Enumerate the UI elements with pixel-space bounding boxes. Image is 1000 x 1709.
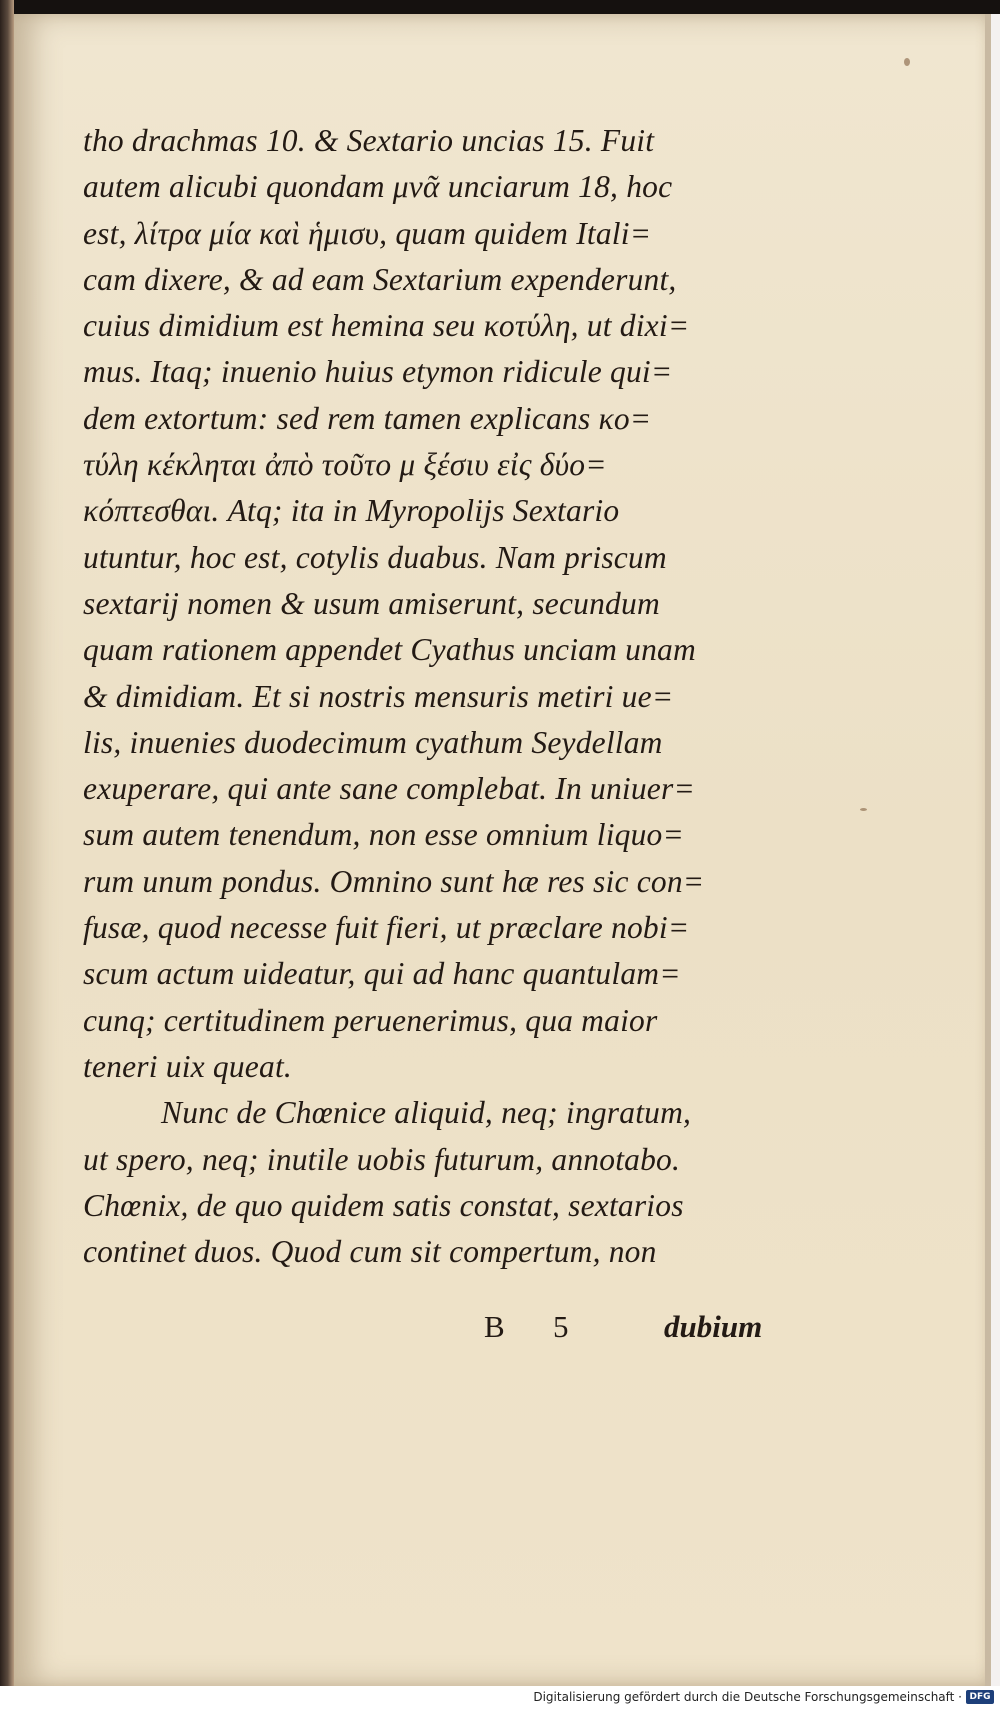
page-body-text [83, 118, 798, 1275]
text-line: τύλη κέκληται ἀπὸ τοῦτο μ ξέσιυ εἰς δύο= [83, 447, 607, 483]
signature-mark: B [484, 1309, 505, 1344]
text-line: rum unum pondus. Omnino sunt hæ res sic con= [83, 863, 705, 899]
text-line: ut spero, neq; inutile uobis futurum, annotabo. [83, 1141, 681, 1177]
paper-spot [860, 808, 867, 811]
text-line: Chœnix, de quo quidem satis constat, sextarios [83, 1187, 684, 1223]
text-line: continet duos. Quod cum sit compertum, non [83, 1234, 657, 1270]
text-line: cuius dimidium est hemina seu κοτύλη, ut dixi= [83, 308, 690, 344]
catchword: dubium [664, 1309, 763, 1344]
text-line: utuntur, hoc est, cotylis duabus. Nam priscum [83, 539, 667, 575]
text-line: & dimidiam. Et si nostris mensuris metiri ue= [83, 678, 674, 714]
text-line: cam dixere, & ad eam Sextarium expenderunt, [83, 261, 677, 297]
paper-spot [904, 58, 910, 66]
top-scan-edge [0, 0, 1000, 14]
text-line: scum actum uideatur, qui ad hanc quantulam= [83, 956, 681, 992]
text-line: mus. Itaq; inuenio huius etymon ridicule qui= [83, 354, 673, 390]
paragraph-first-line: Nunc de Chœnice aliquid, neq; ingratum, [161, 1095, 692, 1131]
text-line: lis, inuenies duodecimum cyathum Seydellam [83, 724, 663, 760]
text-line: cunq; certitudinem peruenerimus, qua maior [83, 1002, 658, 1038]
digitization-credit: Digitalisierung gefördert durch die Deutsche Forschungsgemeinschaft · [533, 1690, 962, 1704]
text-line: quam rationem appendet Cyathus unciam unam [83, 632, 696, 668]
page-right-edge [985, 14, 991, 1686]
text-line: exuperare, qui ante sane complebat. In uniuer= [83, 771, 695, 807]
text-line: dem extortum: sed rem tamen explicans κο= [83, 400, 652, 436]
text-line: fusæ, quod necesse fuit fieri, ut præclare nobi= [83, 910, 690, 946]
text-line: est, λίτρα μία καὶ ἡμισυ, quam quidem Itali= [83, 215, 652, 251]
dfg-logo: DFG [966, 1690, 994, 1704]
binding-edge [0, 0, 14, 1709]
signature-number: 5 [553, 1309, 569, 1344]
text-line: teneri uix queat. [83, 1048, 292, 1084]
text-line: κόπτεσθαι. Atq; ita in Myropolijs Sextario [83, 493, 620, 529]
text-line: tho drachmas 10. & Sextario uncias 15. Fuit [83, 123, 655, 158]
text-line: autem alicubi quondam μνᾶ unciarum 18, hoc [83, 169, 673, 205]
text-line: sextarij nomen & usum amiserunt, secundum [83, 585, 660, 621]
text-line: sum autem tenendum, non esse omnium liquo= [83, 817, 684, 853]
